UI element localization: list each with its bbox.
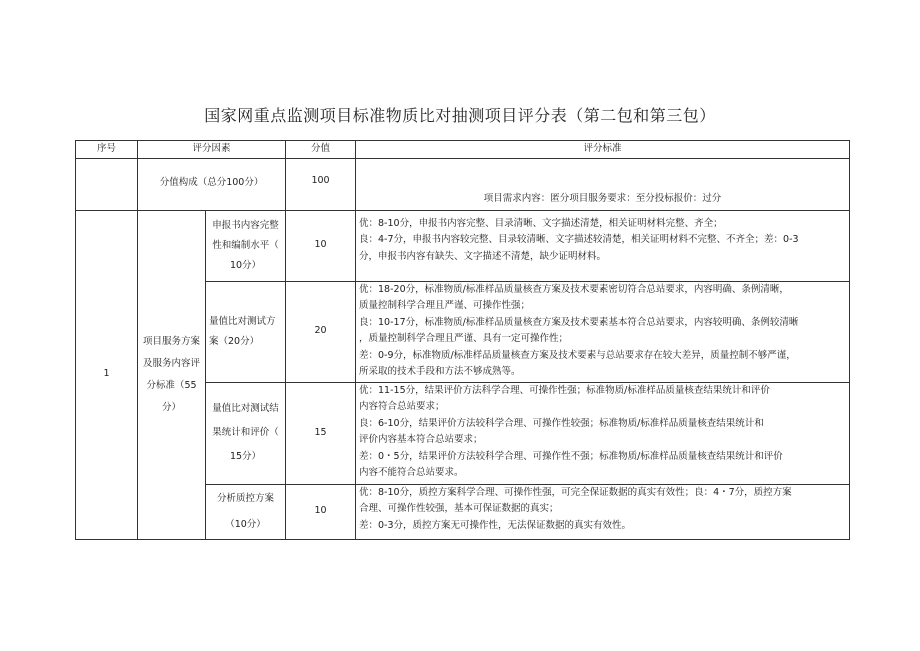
item-name	[206, 210, 286, 281]
criteria-line: 内容不能符合总站要求。	[359, 467, 464, 479]
composition-score: 100	[286, 158, 356, 210]
header-row	[76, 141, 850, 159]
item-name-line: 10分）	[229, 259, 262, 271]
item-name	[206, 382, 286, 484]
item-name-line: 15分）	[229, 451, 262, 462]
criteria-line: 评价内容基本符合总站要求；	[359, 434, 483, 446]
criteria-line: 良：4-7分，申报书内容较完整、目录较清晰、文字描述较清楚，相关证明材料不完整、不齐全；差：0-3	[359, 234, 799, 245]
scoring-table	[75, 140, 850, 540]
criteria-line: 优：8-10分，申报书内容完整、目录清晰、文字描述清楚，相关证明材料完整、齐全；	[359, 217, 723, 229]
item-name-line: 案（20分）	[209, 335, 260, 347]
criteria-line: 优：18-20分，标准物质/标准样品质量核查方案及技术要素密切符合总站要求，内容明确、条例清晰，	[359, 283, 789, 295]
criteria-line: 质量控制科学合理且严谨、可操作性强；	[359, 300, 531, 312]
criteria-line: 内容符合总站要求；	[359, 401, 445, 413]
composition-label: 分值构成（总分100分）	[138, 158, 286, 210]
composition-seq-cell	[76, 158, 138, 210]
group-name	[138, 210, 206, 539]
item-name-line: 性和编制水平（	[212, 239, 279, 251]
item-criteria	[356, 281, 850, 382]
item-name-line: 分析质控方案	[217, 492, 275, 504]
item-name-line: （10分）	[225, 518, 266, 530]
group-seq: 1	[76, 210, 138, 539]
item-name-line: 量值比对测试结	[212, 403, 279, 414]
criteria-line: 所采取的技术手段和方法不够成熟等。	[359, 366, 521, 378]
item-score: 10	[286, 484, 356, 539]
group-name-line: 项目服务方案	[142, 335, 200, 347]
header-seq: 序号	[76, 141, 138, 159]
criteria-line: 优：11-15分，结果评价方法科学合理、可操作性强；标准物质/标准样品质量核查结果统计和评价	[359, 384, 770, 396]
group-name-line: 分）	[161, 401, 181, 413]
item-name-line: 申报书内容完整	[212, 219, 279, 231]
header-factor: 评分因素	[138, 141, 286, 159]
composition-desc: 项目需求内容：匿分项目服务要求：至分投标报价：过分	[356, 158, 850, 210]
group-name-line: 分标准（55	[146, 379, 197, 391]
criteria-line: 良：10-17分，标准物质/标准样品质量核查方案及技术要素基本符合总站要求，内容较明确、条例较清晰	[359, 316, 799, 328]
composition-row	[76, 158, 850, 210]
item-criteria	[356, 484, 850, 539]
item-name	[206, 281, 286, 382]
criteria-line: 差：0-9分，标准物质/标准样品质量核查方案及技术要素与总站要求存在较大差异，质量控制不够严谨，	[359, 349, 796, 361]
item-name-line: 量值比对测试方	[209, 315, 276, 327]
item-criteria	[356, 210, 850, 281]
criteria-line: ，质量控制科学合理且严谨、具有一定可操作性；	[359, 333, 569, 345]
criteria-line: 差：0・5分，结果评价方法较科学合理、可操作性不强；标准物质/标准样品质量核查结果统计和评价	[359, 450, 783, 462]
page-title: 国家网重点监测项目标准物质比对抽测项目评分表（第二包和第三包）	[204, 106, 716, 125]
item-name	[206, 484, 286, 539]
header-criteria: 评分标准	[356, 141, 850, 159]
item-score: 10	[286, 210, 356, 281]
item-criteria	[356, 382, 850, 484]
header-score: 分值	[286, 141, 356, 159]
table-row	[76, 210, 850, 281]
criteria-line: 差：0-3分，质控方案无可操作性，无法保证数据的真实有效性。	[359, 519, 632, 531]
criteria-line: 分，申报书内容有缺失、文字描述不清楚，缺少证明材料。	[359, 250, 607, 262]
criteria-line: 优：8-10分，质控方案科学合理、可操作性强，可完全保证数据的真实有效性；良：4・7分，质控方案	[359, 486, 792, 498]
item-name-line: 果统计和评价（	[212, 427, 279, 438]
criteria-line: 合理、可操作性较强，基本可保证数据的真实；	[359, 503, 559, 514]
item-score: 15	[286, 382, 356, 484]
group-name-line: 及服务内容评	[142, 357, 200, 369]
criteria-line: 良：6-10分，结果评价方法较科学合理、可操作性较强；标准物质/标准样品质量核查结果统计和	[359, 417, 764, 429]
item-score: 20	[286, 281, 356, 382]
